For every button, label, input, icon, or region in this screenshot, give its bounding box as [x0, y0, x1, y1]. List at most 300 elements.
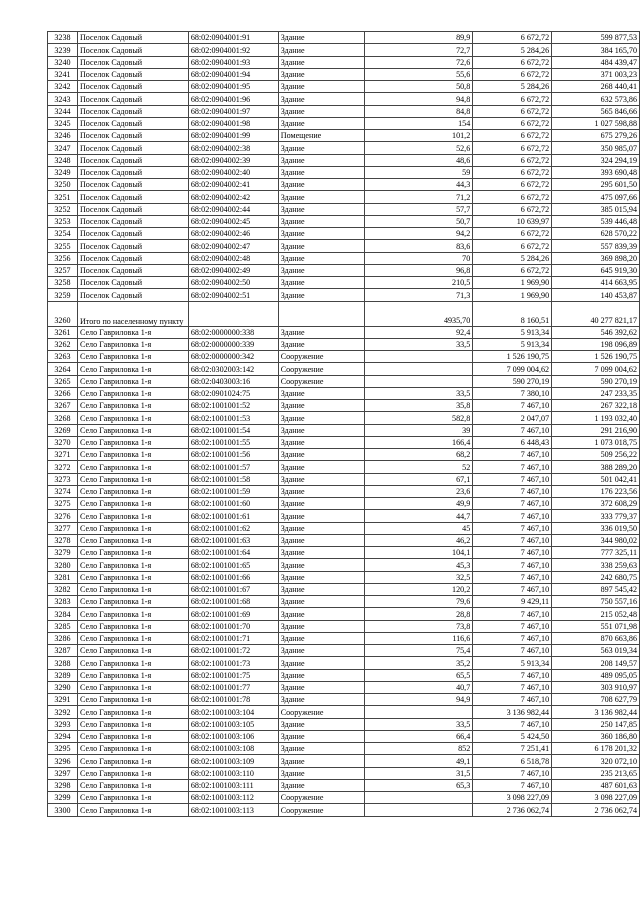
cadastral-number-cell: 68:02:1001003:104 — [188, 706, 278, 718]
object-type-cell: Здание — [278, 681, 364, 693]
settlement-cell: Село Гавриловка 1-я — [77, 779, 188, 791]
area-cell — [364, 351, 473, 363]
table-row — [48, 694, 640, 706]
cadastral-number-cell: 68:02:1001001:62 — [188, 522, 278, 534]
row-number-cell: 3265 — [48, 375, 78, 387]
table-row — [48, 351, 640, 363]
table-row — [48, 608, 640, 620]
cadastral-number-cell: 68:02:1001001:73 — [188, 657, 278, 669]
table-row — [48, 669, 640, 681]
table-row — [48, 44, 640, 56]
area-cell: 70 — [364, 252, 473, 264]
area-cell: 72,6 — [364, 56, 473, 68]
area-cell: 68,2 — [364, 449, 473, 461]
row-number-cell: 3240 — [48, 56, 78, 68]
cadastral-value-cell: 628 570,22 — [552, 228, 640, 240]
settlement-cell: Поселок Садовый — [77, 93, 188, 105]
row-number-cell: 3248 — [48, 154, 78, 166]
settlement-cell: Село Гавриловка 1-я — [77, 449, 188, 461]
area-cell: 48,6 — [364, 154, 473, 166]
cadastral-number-cell: 68:02:0904001:91 — [188, 32, 278, 44]
unit-value-cell: 6 672,72 — [473, 264, 552, 276]
object-type-cell: Здание — [278, 142, 364, 154]
cadastral-number-cell: 68:02:1001003:110 — [188, 767, 278, 779]
cadastral-number-cell: 68:02:0904001:98 — [188, 117, 278, 129]
cadastral-value-cell: 291 216,90 — [552, 424, 640, 436]
table-row — [48, 522, 640, 534]
table-row — [48, 436, 640, 448]
settlement-cell: Село Гавриловка 1-я — [77, 681, 188, 693]
cadastral-number-cell: 68:02:0904002:38 — [188, 142, 278, 154]
settlement-cell: Село Гавриловка 1-я — [77, 534, 188, 546]
unit-value-cell: 7 467,10 — [473, 473, 552, 485]
row-number-cell: 3276 — [48, 510, 78, 522]
settlement-cell: Поселок Садовый — [77, 203, 188, 215]
cadastral-value-cell: 897 545,42 — [552, 583, 640, 595]
cadastral-number-cell: 68:02:0904002:40 — [188, 166, 278, 178]
unit-value-cell: 7 467,10 — [473, 571, 552, 583]
area-cell: 67,1 — [364, 473, 473, 485]
row-number-cell: 3266 — [48, 387, 78, 399]
area-cell — [364, 792, 473, 804]
settlement-cell: Село Гавриловка 1-я — [77, 375, 188, 387]
settlement-cell: Село Гавриловка 1-я — [77, 485, 188, 497]
cadastral-value-cell: 215 052,48 — [552, 608, 640, 620]
row-number-cell: 3261 — [48, 326, 78, 338]
cadastral-number-cell: 68:02:1001001:78 — [188, 694, 278, 706]
cadastral-value-cell: 501 042,41 — [552, 473, 640, 485]
row-number-cell: 3252 — [48, 203, 78, 215]
cadastral-number-cell: 68:02:0904002:46 — [188, 228, 278, 240]
unit-value-cell: 5 913,34 — [473, 326, 552, 338]
object-type-cell: Здание — [278, 191, 364, 203]
object-type-cell: Здание — [278, 264, 364, 276]
object-type-cell: Здание — [278, 547, 364, 559]
unit-value-cell: 7 467,10 — [473, 767, 552, 779]
area-cell: 79,6 — [364, 596, 473, 608]
cadastral-number-cell: 68:02:0904002:39 — [188, 154, 278, 166]
table-row — [48, 117, 640, 129]
row-number-cell: 3249 — [48, 166, 78, 178]
cadastral-value-cell: 7 099 004,62 — [552, 363, 640, 375]
row-number-cell: 3287 — [48, 645, 78, 657]
settlement-cell: Поселок Садовый — [77, 142, 188, 154]
settlement-cell: Поселок Садовый — [77, 277, 188, 289]
row-number-cell: 3251 — [48, 191, 78, 203]
settlement-cell: Село Гавриловка 1-я — [77, 522, 188, 534]
area-cell: 72,7 — [364, 44, 473, 56]
cadastral-value-cell: 777 325,11 — [552, 547, 640, 559]
object-type-cell — [278, 301, 364, 326]
settlement-cell: Поселок Садовый — [77, 117, 188, 129]
settlement-cell: Село Гавриловка 1-я — [77, 510, 188, 522]
unit-value-cell: 2 736 062,74 — [473, 804, 552, 816]
settlement-cell: Село Гавриловка 1-я — [77, 694, 188, 706]
cadastral-number-cell: 68:02:1001001:72 — [188, 645, 278, 657]
area-cell: 65,3 — [364, 779, 473, 791]
object-type-cell: Здание — [278, 117, 364, 129]
area-cell: 59 — [364, 166, 473, 178]
cadastral-value-cell: 140 453,87 — [552, 289, 640, 301]
row-number-cell: 3257 — [48, 264, 78, 276]
table-row — [48, 804, 640, 816]
cadastral-number-cell: 68:02:1001001:53 — [188, 412, 278, 424]
unit-value-cell: 590 270,19 — [473, 375, 552, 387]
area-cell: 40,7 — [364, 681, 473, 693]
area-cell: 96,8 — [364, 264, 473, 276]
cadastral-value-cell: 1 526 190,75 — [552, 351, 640, 363]
area-cell: 28,8 — [364, 608, 473, 620]
area-cell: 33,5 — [364, 718, 473, 730]
object-type-cell: Сооружение — [278, 804, 364, 816]
object-type-cell: Здание — [278, 718, 364, 730]
unit-value-cell: 6 672,72 — [473, 68, 552, 80]
table-body — [48, 32, 640, 817]
unit-value-cell: 1 526 190,75 — [473, 351, 552, 363]
area-cell: 4935,70 — [364, 301, 473, 326]
unit-value-cell: 7 467,10 — [473, 632, 552, 644]
unit-value-cell: 7 467,10 — [473, 449, 552, 461]
row-number-cell: 3289 — [48, 669, 78, 681]
area-cell: 582,8 — [364, 412, 473, 424]
cadastral-value-cell: 1 193 032,40 — [552, 412, 640, 424]
unit-value-cell: 6 672,72 — [473, 56, 552, 68]
object-type-cell: Здание — [278, 32, 364, 44]
object-type-cell: Здание — [278, 203, 364, 215]
cadastral-value-cell: 198 096,89 — [552, 338, 640, 350]
area-cell: 73,8 — [364, 620, 473, 632]
table-row — [48, 400, 640, 412]
cadastral-value-cell: 3 136 982,44 — [552, 706, 640, 718]
cadastral-value-cell: 484 439,47 — [552, 56, 640, 68]
settlement-cell: Поселок Садовый — [77, 252, 188, 264]
cadastral-number-cell: 68:02:0904001:97 — [188, 105, 278, 117]
unit-value-cell: 6 518,78 — [473, 755, 552, 767]
cadastral-value-cell: 632 573,86 — [552, 93, 640, 105]
table-row — [48, 215, 640, 227]
settlement-cell: Поселок Садовый — [77, 68, 188, 80]
object-type-cell: Здание — [278, 571, 364, 583]
cadastral-value-cell: 393 690,48 — [552, 166, 640, 178]
object-type-cell: Сооружение — [278, 351, 364, 363]
unit-value-cell: 7 467,10 — [473, 547, 552, 559]
object-type-cell: Здание — [278, 105, 364, 117]
table-row — [48, 559, 640, 571]
cadastral-value-cell: 551 071,98 — [552, 620, 640, 632]
settlement-cell: Село Гавриловка 1-я — [77, 669, 188, 681]
settlement-cell: Село Гавриловка 1-я — [77, 559, 188, 571]
cadastral-number-cell: 68:02:1001003:105 — [188, 718, 278, 730]
row-number-cell: 3256 — [48, 252, 78, 264]
unit-value-cell: 2 047,07 — [473, 412, 552, 424]
area-cell: 120,2 — [364, 583, 473, 595]
table-row — [48, 277, 640, 289]
unit-value-cell: 6 672,72 — [473, 203, 552, 215]
object-type-cell: Здание — [278, 277, 364, 289]
unit-value-cell: 1 969,90 — [473, 289, 552, 301]
unit-value-cell: 7 467,10 — [473, 583, 552, 595]
cadastral-number-cell: 68:02:1001001:58 — [188, 473, 278, 485]
row-number-cell: 3294 — [48, 730, 78, 742]
object-type-cell: Здание — [278, 289, 364, 301]
object-type-cell: Здание — [278, 498, 364, 510]
cadastral-number-cell: 68:02:0904002:51 — [188, 289, 278, 301]
cadastral-value-cell: 360 186,80 — [552, 730, 640, 742]
unit-value-cell: 7 467,10 — [473, 510, 552, 522]
table-row — [48, 32, 640, 44]
row-number-cell: 3264 — [48, 363, 78, 375]
object-type-cell: Здание — [278, 215, 364, 227]
cadastral-number-cell: 68:02:1001001:56 — [188, 449, 278, 461]
unit-value-cell: 10 639,97 — [473, 215, 552, 227]
cadastral-number-cell: 68:02:0904001:94 — [188, 68, 278, 80]
cadastral-value-cell: 599 877,53 — [552, 32, 640, 44]
area-cell: 210,5 — [364, 277, 473, 289]
cadastral-number-cell: 68:02:1001003:111 — [188, 779, 278, 791]
area-cell: 84,8 — [364, 105, 473, 117]
table-row — [48, 326, 640, 338]
settlement-cell: Село Гавриловка 1-я — [77, 473, 188, 485]
settlement-cell: Село Гавриловка 1-я — [77, 718, 188, 730]
area-cell: 75,4 — [364, 645, 473, 657]
table-row — [48, 240, 640, 252]
settlement-cell: Село Гавриловка 1-я — [77, 400, 188, 412]
table-row — [48, 779, 640, 791]
cadastral-value-cell: 324 294,19 — [552, 154, 640, 166]
area-cell: 57,7 — [364, 203, 473, 215]
unit-value-cell: 7 467,10 — [473, 681, 552, 693]
cadastral-value-cell: 2 736 062,74 — [552, 804, 640, 816]
table-row — [48, 767, 640, 779]
settlement-cell: Село Гавриловка 1-я — [77, 706, 188, 718]
settlement-cell: Село Гавриловка 1-я — [77, 804, 188, 816]
cadastral-number-cell: 68:02:1001001:75 — [188, 669, 278, 681]
table-row — [48, 681, 640, 693]
settlement-cell: Поселок Садовый — [77, 191, 188, 203]
settlement-cell: Село Гавриловка 1-я — [77, 583, 188, 595]
area-cell: 66,4 — [364, 730, 473, 742]
object-type-cell: Здание — [278, 559, 364, 571]
table-row — [48, 547, 640, 559]
unit-value-cell: 7 467,10 — [473, 620, 552, 632]
cadastral-value-cell: 675 279,26 — [552, 130, 640, 142]
object-type-cell: Здание — [278, 424, 364, 436]
object-type-cell: Здание — [278, 755, 364, 767]
unit-value-cell: 6 672,72 — [473, 130, 552, 142]
cadastral-value-cell: 268 440,41 — [552, 81, 640, 93]
object-type-cell: Здание — [278, 522, 364, 534]
cadastral-value-cell: 303 910,97 — [552, 681, 640, 693]
area-cell — [364, 804, 473, 816]
cadastral-number-cell: 68:02:1001001:55 — [188, 436, 278, 448]
cadastral-value-cell: 40 277 821,17 — [552, 301, 640, 326]
settlement-cell: Село Гавриловка 1-я — [77, 547, 188, 559]
area-cell — [364, 375, 473, 387]
object-type-cell: Здание — [278, 632, 364, 644]
cadastral-value-cell: 557 839,39 — [552, 240, 640, 252]
cadastral-value-cell: 369 898,20 — [552, 252, 640, 264]
cadastral-number-cell: 68:02:0000000:339 — [188, 338, 278, 350]
row-number-cell: 3271 — [48, 449, 78, 461]
cadastral-number-cell: 68:02:0904002:48 — [188, 252, 278, 264]
object-type-cell: Здание — [278, 179, 364, 191]
row-number-cell: 3280 — [48, 559, 78, 571]
row-number-cell: 3253 — [48, 215, 78, 227]
row-number-cell: 3293 — [48, 718, 78, 730]
cadastral-number-cell: 68:02:1001001:70 — [188, 620, 278, 632]
table-row — [48, 461, 640, 473]
cadastral-value-cell: 870 663,86 — [552, 632, 640, 644]
object-type-cell: Здание — [278, 669, 364, 681]
area-cell: 52 — [364, 461, 473, 473]
settlement-cell: Поселок Садовый — [77, 44, 188, 56]
cadastral-value-cell: 475 097,66 — [552, 191, 640, 203]
table-row — [48, 289, 640, 301]
object-type-cell: Здание — [278, 228, 364, 240]
row-number-cell: 3279 — [48, 547, 78, 559]
row-number-cell: 3284 — [48, 608, 78, 620]
cadastral-number-cell: 68:02:0000000:338 — [188, 326, 278, 338]
unit-value-cell: 7 467,10 — [473, 559, 552, 571]
unit-value-cell: 7 467,10 — [473, 461, 552, 473]
row-number-cell: 3300 — [48, 804, 78, 816]
area-cell: 44,7 — [364, 510, 473, 522]
table-row — [48, 203, 640, 215]
table-row — [48, 154, 640, 166]
row-number-cell: 3278 — [48, 534, 78, 546]
row-number-cell: 3281 — [48, 571, 78, 583]
cadastral-value-cell: 539 446,48 — [552, 215, 640, 227]
cadastral-value-cell: 208 149,57 — [552, 657, 640, 669]
cadastral-number-cell: 68:02:0904002:44 — [188, 203, 278, 215]
row-number-cell: 3269 — [48, 424, 78, 436]
cadastral-value-cell: 372 608,29 — [552, 498, 640, 510]
cadastral-value-cell: 6 178 201,32 — [552, 743, 640, 755]
settlement-cell: Село Гавриловка 1-я — [77, 498, 188, 510]
table-row — [48, 264, 640, 276]
cadastral-number-cell: 68:02:0904001:92 — [188, 44, 278, 56]
cadastral-number-cell: 68:02:1001001:59 — [188, 485, 278, 497]
object-type-cell: Здание — [278, 93, 364, 105]
object-type-cell: Здание — [278, 400, 364, 412]
area-cell: 92,4 — [364, 326, 473, 338]
area-cell: 35,8 — [364, 400, 473, 412]
area-cell: 52,6 — [364, 142, 473, 154]
area-cell: 71,3 — [364, 289, 473, 301]
unit-value-cell: 6 672,72 — [473, 228, 552, 240]
unit-value-cell: 5 424,50 — [473, 730, 552, 742]
area-cell: 45 — [364, 522, 473, 534]
unit-value-cell: 8 160,51 — [473, 301, 552, 326]
table-row — [48, 620, 640, 632]
cadastral-value-cell: 176 223,56 — [552, 485, 640, 497]
table-row — [48, 191, 640, 203]
cadastral-value-cell: 414 663,95 — [552, 277, 640, 289]
cadastral-number-cell: 68:02:0904001:96 — [188, 93, 278, 105]
area-cell: 31,5 — [364, 767, 473, 779]
cadastral-number-cell: 68:02:1001001:54 — [188, 424, 278, 436]
cadastral-number-cell: 68:02:1001001:52 — [188, 400, 278, 412]
table-row — [48, 755, 640, 767]
object-type-cell: Сооружение — [278, 375, 364, 387]
table-row — [48, 301, 640, 326]
table-row — [48, 730, 640, 742]
area-cell: 49,1 — [364, 755, 473, 767]
area-cell: 83,6 — [364, 240, 473, 252]
cadastral-value-cell: 384 165,70 — [552, 44, 640, 56]
unit-value-cell: 1 969,90 — [473, 277, 552, 289]
settlement-cell: Поселок Садовый — [77, 32, 188, 44]
table-row — [48, 424, 640, 436]
cadastral-value-cell: 242 680,75 — [552, 571, 640, 583]
cadastral-number-cell: 68:02:1001001:69 — [188, 608, 278, 620]
unit-value-cell: 6 672,72 — [473, 32, 552, 44]
settlement-cell: Село Гавриловка 1-я — [77, 412, 188, 424]
row-number-cell: 3291 — [48, 694, 78, 706]
object-type-cell: Здание — [278, 694, 364, 706]
object-type-cell: Здание — [278, 154, 364, 166]
settlement-cell: Село Гавриловка 1-я — [77, 730, 188, 742]
cadastral-number-cell: 68:02:0904002:45 — [188, 215, 278, 227]
cadastral-value-cell: 489 095,05 — [552, 669, 640, 681]
table-row — [48, 792, 640, 804]
area-cell: 101,2 — [364, 130, 473, 142]
cadastral-value-cell: 590 270,19 — [552, 375, 640, 387]
table-row — [48, 142, 640, 154]
cadastral-value-cell: 1 073 018,75 — [552, 436, 640, 448]
unit-value-cell: 7 251,41 — [473, 743, 552, 755]
unit-value-cell: 7 467,10 — [473, 669, 552, 681]
row-number-cell: 3246 — [48, 130, 78, 142]
table-row — [48, 387, 640, 399]
table-row — [48, 375, 640, 387]
cadastral-number-cell: 68:02:1001001:57 — [188, 461, 278, 473]
table-row — [48, 166, 640, 178]
cadastral-number-cell: 68:02:1001003:108 — [188, 743, 278, 755]
settlement-cell: Село Гавриловка 1-я — [77, 755, 188, 767]
unit-value-cell: 7 467,10 — [473, 498, 552, 510]
unit-value-cell: 5 913,34 — [473, 657, 552, 669]
settlement-cell: Село Гавриловка 1-я — [77, 387, 188, 399]
settlement-cell: Поселок Садовый — [77, 130, 188, 142]
settlement-cell: Итого по населенному пункту — [77, 301, 188, 326]
row-number-cell: 3299 — [48, 792, 78, 804]
table-row — [48, 657, 640, 669]
row-number-cell: 3239 — [48, 44, 78, 56]
unit-value-cell: 6 672,72 — [473, 240, 552, 252]
row-number-cell: 3259 — [48, 289, 78, 301]
area-cell: 166,4 — [364, 436, 473, 448]
cadastral-number-cell: 68:02:1001001:60 — [188, 498, 278, 510]
row-number-cell: 3277 — [48, 522, 78, 534]
unit-value-cell: 7 467,10 — [473, 400, 552, 412]
unit-value-cell: 9 429,11 — [473, 596, 552, 608]
row-number-cell: 3260 — [48, 301, 78, 326]
table-row — [48, 743, 640, 755]
unit-value-cell: 7 467,10 — [473, 534, 552, 546]
row-number-cell: 3242 — [48, 81, 78, 93]
object-type-cell: Здание — [278, 166, 364, 178]
table-row — [48, 571, 640, 583]
cadastral-value-cell: 750 557,16 — [552, 596, 640, 608]
cadastral-value-table — [47, 31, 640, 817]
cadastral-value-cell: 333 779,37 — [552, 510, 640, 522]
cadastral-number-cell: 68:02:1001001:67 — [188, 583, 278, 595]
table-row — [48, 510, 640, 522]
settlement-cell: Село Гавриловка 1-я — [77, 767, 188, 779]
object-type-cell: Здание — [278, 583, 364, 595]
table-row — [48, 56, 640, 68]
